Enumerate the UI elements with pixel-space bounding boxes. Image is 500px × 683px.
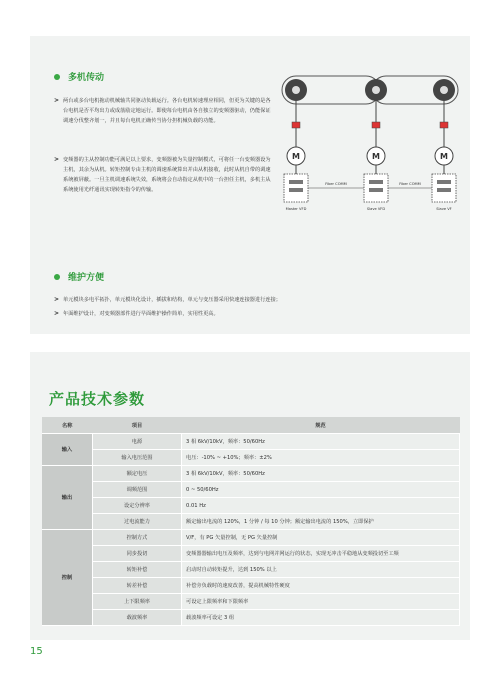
item-cell: 设定分辨率 — [93, 498, 182, 514]
item-cell: 转差补偿 — [93, 578, 182, 594]
fiber-link-label: Fiber COMM — [325, 182, 347, 186]
table-row — [42, 514, 460, 530]
pulley-icon — [285, 79, 455, 101]
table-row — [42, 610, 460, 626]
spec-table — [42, 417, 460, 626]
column-header: 项目 — [93, 417, 182, 434]
master-slave-diagram — [276, 70, 464, 230]
item-cell: 转矩补偿 — [93, 562, 182, 578]
table-row — [42, 594, 460, 610]
table-row — [42, 546, 460, 562]
table-row — [42, 530, 460, 546]
item-cell: 载波频率 — [93, 610, 182, 626]
motor-label: M — [440, 152, 448, 161]
motor-label: M — [372, 152, 380, 161]
column-header: 名称 — [42, 417, 93, 434]
bullet-dot-icon — [54, 274, 60, 280]
item-cell: 过电流能力 — [93, 514, 182, 530]
item-cell: 电源 — [93, 434, 182, 450]
value-cell: 0.01 Hz — [182, 498, 460, 514]
fiber-link-label: Fiber COMM — [399, 182, 421, 186]
value-cell: 额定输出电流的 120%，1 分钟 / 每 10 分钟；额定输出电流的 150%，立即保护 — [182, 514, 460, 530]
value-cell: 可设定上限频率和下限频率 — [182, 594, 460, 610]
list-item: > 年面维护设计，对变频器部件进行早面维护操作简单，实用性更高。 — [54, 310, 219, 317]
table-row — [42, 466, 460, 482]
category-cell: 输入 — [42, 434, 93, 466]
table-row — [42, 578, 460, 594]
item-cell: 调频范围 — [93, 482, 182, 498]
paragraph: > 变频器的主从控制功能可满足以上要求，变频器被为失量控制模式，可将任一台变频器设为主机，其余为从机。转矩控制专由主机的调速系统算出并由从机接收，此时从机自带的调速系统被屏蔽。一旦主机调速系统失效，系统将会自动指定从机中的一台担任主机，多机主从系统使用光纤通讯实现转矩指令的传输。 — [54, 156, 271, 193]
item-cell: 同步投切 — [93, 546, 182, 562]
column-header: 规范 — [182, 417, 460, 434]
table-row — [42, 482, 460, 498]
item-cell: 输入电压范围 — [93, 450, 182, 466]
value-cell: 启动时自动转矩提升，达到 150% 以上 — [182, 562, 460, 578]
section-heading-multi-drive: 多机传动 — [54, 70, 104, 83]
value-cell: 变频器器输出电压及频率，达到与电网并网运行的状态，实现无冲击平稳地从变频投切至工频 — [182, 546, 460, 562]
chevron-right-icon: > — [54, 310, 60, 317]
value-cell: 电压：-10% ~ +10%；频率：±2% — [182, 450, 460, 466]
category-cell: 输出 — [42, 466, 93, 530]
table-row — [42, 498, 460, 514]
table-row — [42, 562, 460, 578]
vfd-label: Slave VFD — [366, 207, 386, 211]
vfd-label: Master VFD — [285, 207, 307, 211]
table-row — [42, 434, 460, 450]
category-cell: 控制 — [42, 530, 93, 626]
list-item: > 单元模块多电平拓扑，单元模块化设计，插拔和结构，单元与变压器采用快速连接器进行连接； — [54, 296, 281, 303]
value-cell: 载波频率可设定 3 组 — [182, 610, 460, 626]
chevron-right-icon: > — [54, 156, 60, 163]
value-cell: 3 相 6kV/10kV，频率：50/60Hz — [182, 434, 460, 450]
item-cell: 控制方式 — [93, 530, 182, 546]
value-cell: 3 相 6kV/10kV，频率：50/60Hz — [182, 466, 460, 482]
item-cell: 上下限频率 — [93, 594, 182, 610]
section-heading-maintenance: 维护方便 — [54, 270, 104, 283]
chevron-right-icon: > — [54, 296, 60, 303]
value-cell: 补偿旁负载时的速度改善，提高机械特性硬度 — [182, 578, 460, 594]
value-cell: 0 ~ 50/60Hz — [182, 482, 460, 498]
table-row — [42, 450, 460, 466]
motor-label: M — [292, 152, 300, 161]
paragraph: > 两台或多台电机拖动机械轴共同驱动负载运行。各台电机转速理应相同，但更为关键的是各台电机是否平均出力或成筋励定地运行。即使每台电机由各自独立的变频器驱动，仍能保证调速分伐整齐划一，并且每台电机正确传当协分担机械负载的功能。 — [54, 97, 271, 124]
spec-title: 产品技术参数 — [49, 390, 146, 408]
item-cell: 额定电压 — [93, 466, 182, 482]
value-cell: V/F，有 PG 矢量控制，无 PG 矢量控制 — [182, 530, 460, 546]
table-header-row — [42, 417, 460, 434]
chevron-right-icon: > — [54, 97, 60, 104]
coupling-icon — [292, 122, 448, 128]
vfd-label: Slave VF — [436, 207, 452, 211]
page-number: 15 — [30, 646, 43, 657]
bullet-dot-icon — [54, 74, 60, 80]
motor-icon — [287, 147, 453, 165]
